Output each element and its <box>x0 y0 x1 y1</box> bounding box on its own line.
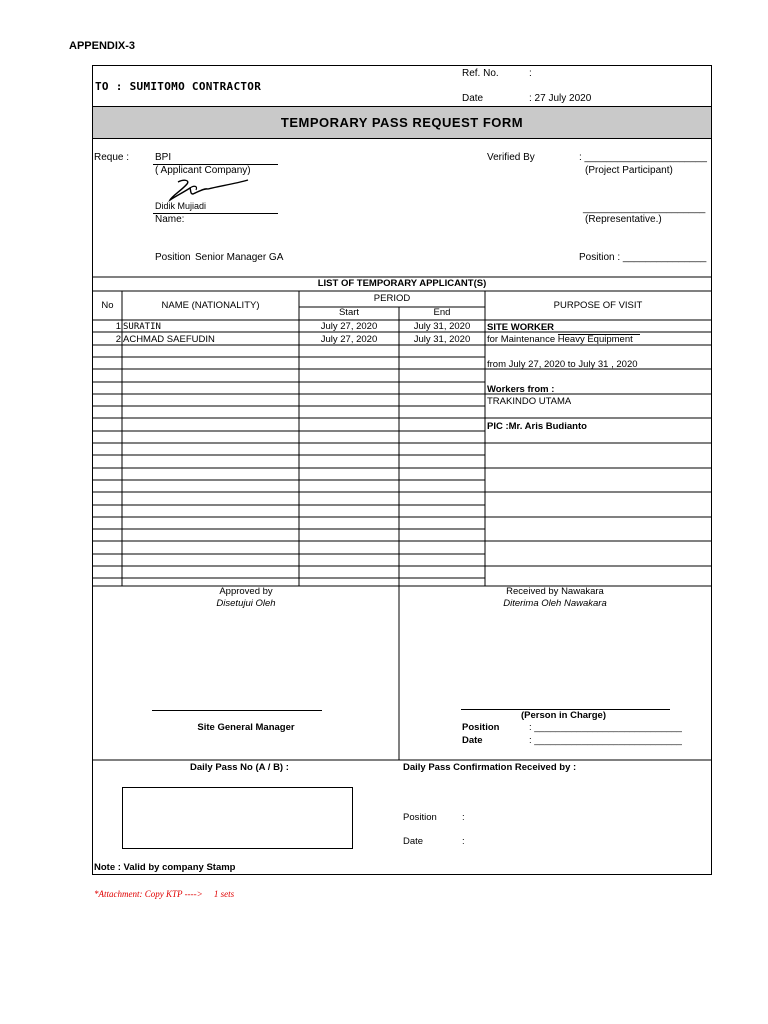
ref-no-label: Ref. No. <box>462 68 499 79</box>
table-row-2-start: July 27, 2020 <box>320 334 378 345</box>
name-label: Name: <box>155 214 185 225</box>
to-recipient: TO : SUMITOMO CONTRACTOR <box>95 80 262 93</box>
confirmation-label: Daily Pass Confirmation Received by : <box>403 762 577 773</box>
daily-pass-label: Daily Pass No (A / B) : <box>190 762 289 773</box>
col-period-header: PERIOD <box>373 293 411 304</box>
col-no-header: No <box>101 300 114 311</box>
date-value: : 27 July 2020 <box>529 93 592 104</box>
signer-name: Didik Mujiadi <box>155 201 207 211</box>
purpose-line-2: for Maintenance Heavy Equipment <box>487 334 633 345</box>
representative-line: ______________________ <box>583 203 706 214</box>
appendix-label: APPENDIX-3 <box>69 40 136 52</box>
footer-date-label: Date <box>403 836 424 847</box>
table-row-2-no: 2 <box>115 334 121 345</box>
ref-no-value: : <box>529 68 532 79</box>
approval-date-value: : ____________________________ <box>529 735 683 746</box>
purpose-line-4: Workers from : <box>487 384 555 395</box>
verified-by-label: Verified By <box>487 152 535 163</box>
received-by-indonesian: Diterima Oleh Nawakara <box>503 598 607 609</box>
requester-label: Reque : <box>94 152 130 163</box>
approval-date-label: Date <box>462 735 483 746</box>
gm-signature-line <box>152 710 322 711</box>
site-general-manager: Site General Manager <box>197 722 295 733</box>
footer-position-label: Position <box>403 812 437 823</box>
received-by-label: Received by Nawakara <box>506 586 604 597</box>
table-row-1-start: July 27, 2020 <box>320 321 378 332</box>
approved-by-label: Approved by <box>219 586 273 597</box>
purpose-line-6: PIC :Mr. Aris Budianto <box>487 421 587 432</box>
right-position-field: Position : _______________ <box>579 252 707 263</box>
date-label: Date <box>462 93 484 104</box>
position-label: Position <box>155 252 191 263</box>
table-row-1-name: SURATIN <box>123 322 161 332</box>
position-value: Senior Manager GA <box>195 252 284 263</box>
col-name-header: NAME (NATIONALITY) <box>161 300 260 311</box>
applicant-company: BPI <box>155 152 172 163</box>
col-start-header: Start <box>338 307 360 318</box>
col-purpose-header: PURPOSE OF VISIT <box>553 300 643 311</box>
approved-by-indonesian: Disetujui Oleh <box>216 598 276 609</box>
purpose-line-1: SITE WORKER <box>487 322 555 333</box>
approval-position-label: Position <box>462 722 500 733</box>
table-row-1-end: July 31, 2020 <box>413 321 471 332</box>
representative-caption: (Representative.) <box>585 214 662 225</box>
approval-position-value: : ____________________________ <box>529 722 683 733</box>
purpose-line-3: from July 27, 2020 to July 31 , 2020 <box>487 359 638 370</box>
purpose-line-5: TRAKINDO UTAMA <box>487 396 572 407</box>
project-participant-caption: (Project Participant) <box>585 165 673 176</box>
footer-position-colon: : <box>462 812 465 823</box>
daily-pass-box <box>122 787 353 849</box>
form-title: TEMPORARY PASS REQUEST FORM <box>93 106 711 139</box>
footer-date-colon: : <box>462 836 465 847</box>
col-end-header: End <box>433 307 451 318</box>
attachment-note: *Attachment: Copy KTP ----> 1 sets <box>94 889 235 899</box>
table-row-1-no: 1 <box>115 321 121 332</box>
validity-note: Note : Valid by company Stamp <box>94 862 236 873</box>
verified-by-value: : ______________________ <box>579 152 707 163</box>
person-in-charge: (Person in Charge) <box>521 710 606 721</box>
applicant-company-caption: ( Applicant Company) <box>155 165 251 176</box>
table-row-2-end: July 31, 2020 <box>413 334 471 345</box>
list-heading: LIST OF TEMPORARY APPLICANT(S) <box>317 278 487 289</box>
table-row-2-name: ACHMAD SAEFUDIN <box>123 334 215 345</box>
